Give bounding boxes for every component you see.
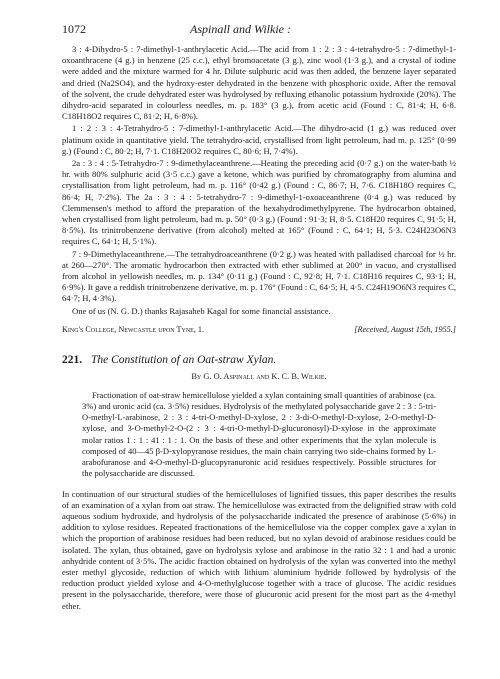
experimental-paragraph: 1 : 2 : 3 : 4-Tetrahydro-5 : 7-dimethyl-1-anthrylacetic Acid.—The dihydro-acid (1 g.) was reduced over platinum oxide in quantitative yield. The tetrahydro-acid, crystallised from light petroleum, had m. p. 125° (0·99 g.) (Found : C, 80·2; H, 7·1. C18H20O2 requires C, 80·6; H, 7·4%). [62,123,456,156]
affiliation-row [62,325,456,334]
affiliation: King's College, Newcastle upon Tyne, 1. [62,324,205,334]
byline: By G. O. Aspinall and K. C. B. Wilkie. [191,371,327,381]
acknowledgement: One of us (N. G. D.) thanks Rajasaheb Kagal for some financial assistance. [72,305,331,316]
page-number: 1072 [62,22,86,36]
body-paragraph: In continuation of our structural studies of the hemicelluloses of lignified tissues, this paper describes the results of an examination of a xylan from oat straw. The hemicellulose was extracted from the delignified straw with cold aqueous sodium hydroxide, and hydrolysis of the polysaccharide indicated the presence of arabinose (5·6%) in addition to xylose residues. Repeated fractionations of the hemicellulose via the copper complex gave a xylan in which the proportion of arabinose residues had been reduced, but no xylan devoid of arabinose residues could be isolated. The xylan, thus obtained, gave on hydrolysis xylose and arabinose in the ratio 32 : 1 and had a uronic anhydride content of 3·5%. The acidic fraction obtained on hydrolysis of the xylan was converted into the methyl ester methyl glycoside, reduction of which with lithium aluminium hydride followed by hydrolysis of the reduction product yielded xylose and 4-O-methylglucose together with a trace of glucose. The acidic residues present in the polysaccharide, therefore, were those of glucuronic acid present for the most part as the 4-methyl ether. [62,488,456,611]
running-title: Aspinall and Wilkie : [190,22,291,36]
article-title: The Constitution of an Oat-straw Xylan. [91,353,277,366]
received-date: [Received, August 15th, 1955.] [354,324,456,334]
article-heading [62,354,456,366]
experimental-paragraph: 2a : 3 : 4 : 5-Tetrahydro-7 : 9-dimethylaceanthrene.—Heating the preceding acid (0·7 g.) on the water-bath ½ hr. with 80% sulphuric acid (3·5 c.c.) gave a ketone, which was purified by chromatography from alumina and crystallisation from light petroleum, had m. p. 116° (0·42 g.) (Found : C, 86·7; H, 7·6. C18H18O requires C, 86·4; H, 7·2%). The 2a : 3 : 4 : 5-tetrahydro-7 : 9-dimethyl-1-oxoaceanthrene (0·4 g.) was reduced by Clemmensen's method to afford the preparation of the hexahydrodimethylpyrene. The hydrocarbon obtained, when crystallised from light petroleum, had m. p. 50° (0·3 g.) (Found : 91·3; H, 8·5. C18H20 requires C, 91·5; H, 8·5%). Its trinitrobenzene derivative (from alcohol) melted at 165° (Found : C, 64·1; H, 5·3. C24H23O6N3 requires C, 64·1; H, 5·1%). [62,158,456,247]
experimental-paragraph: 7 : 9-Dimethylaceanthrene.—The tetrahydroaceanthrene (0·2 g.) was heated with palladised charcoal for ½ hr. at 260—270°. The aromatic hydrocarbon then extracted with ether sublimed at 200° in vacuo, and crystallised from alcohol in yellowish needles, m. p. 134° (0·11 g.) (Found : C, 92·8; H, 7·1. C18H16 requires C, 93·1; H, 6·9%). It gave a reddish trinitrobenzene derivative, m. p. 176° (Found : C, 64·5; H, 4·5. C24H19O6N3 requires C, 64·7; H, 4·3%). [62,248,456,304]
abstract [82,390,436,480]
experimental-paragraph: 3 : 4-Dihydro-5 : 7-dimethyl-1-anthrylacetic Acid.—The acid from 1 : 2 : 3 : 4-tetrahydro-5 : 7-dimethyl-1-oxoanthracene (4 g.) in benzene (25 c.c.), ethyl bromoacetate (3 g.), zinc wool (1·3 g.), and a crystal of iodine were added and the mixture warmed for 4 hr. Dilute sulphuric acid was then added, the benzene layer separated and dried (Na2SO4), and the hydroxy-ester dehydrated in the benzene with phosphoric oxide. After the removal of the solvent, the crude dehydrated ester was hydrolysed by refluxing ethanolic potassium hydroxide (20%). The dihydro-acid separated in colourless needles, m. p. 183° (3 g.), from acetic acid (Found : C, 81·4; H, 6·8. C18H18O2 requires C, 81·2; H, 6·8%). [62,44,456,122]
abstract-text: Fractionation of oat-straw hemicellulose yielded a xylan containing small quantities of arabinose (ca. 3%) and uronic acid (ca. 3·5%) residues. Hydrolysis of the methylated polysaccharide gave 2 : 3 : 5-tri-O-methyl-L-arabinose, 2 : 3 : 4-tri-O-methyl-D-xylose, 2 : 3-di-O-methyl-D-xylose, 2-O-methyl-D-xylose, and 3-O-methyl-2-O-(2 : 3 : 4-tri-O-methyl-D-glucuronosyl)-D-xylose in the approximate molar ratios 1 : 1 : 41 : 1 : 1. On the basis of these and other experiments that the xylan molecule is composed of 40—45 β-D-xylopyranose residues, the main chain carrying two side-chains formed by L-arabofuranose and 4-O-methyl-D-glucopyranuronic acid residues respectively. Possible structures for the polysaccharide are discussed. [82,389,436,479]
article-number: 221. [62,353,83,366]
page-header [62,22,456,44]
